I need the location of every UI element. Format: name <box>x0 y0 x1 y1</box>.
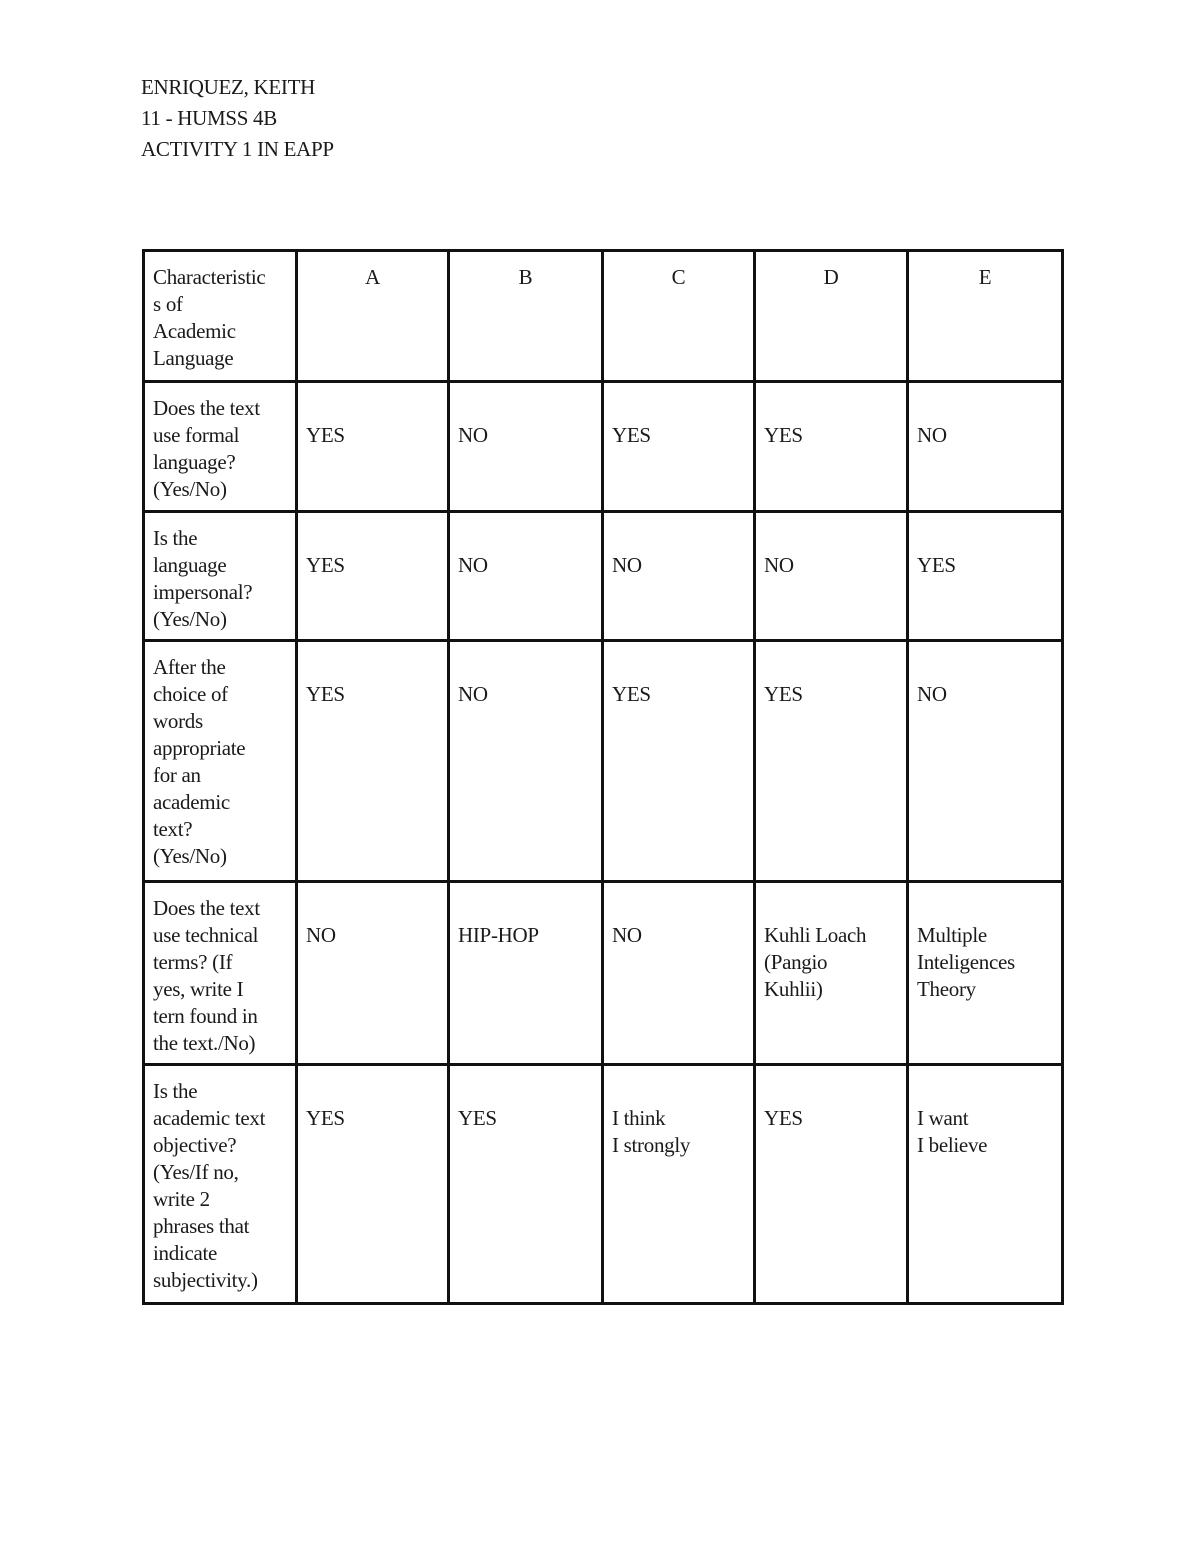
characteristics-table <box>142 249 1064 1305</box>
question-cell: Is the language impersonal? (Yes/No) <box>144 512 297 641</box>
answer-cell-d: NO <box>755 512 908 641</box>
answer-cell-b: NO <box>449 512 603 641</box>
activity-title: ACTIVITY 1 IN EAPP <box>141 137 334 161</box>
answer-cell-a: YES <box>297 641 449 882</box>
answer-cell-a: YES <box>297 1065 449 1304</box>
table-row <box>144 882 1063 1065</box>
answer-cell-b: NO <box>449 382 603 512</box>
answer-cell-c: NO <box>603 882 755 1065</box>
answer-cell-c: NO <box>603 512 755 641</box>
answer-cell-d: YES <box>755 1065 908 1304</box>
answer-cell-d: Kuhli Loach (Pangio Kuhlii) <box>755 882 908 1065</box>
document-header <box>141 72 334 165</box>
question-cell: Does the text use technical terms? (If yes, write I tern found in the text./No) <box>144 882 297 1065</box>
column-header-a: A <box>297 251 449 382</box>
answer-cell-b: NO <box>449 641 603 882</box>
answer-cell-e: Multiple Inteligences Theory <box>908 882 1063 1065</box>
table-row <box>144 641 1063 882</box>
table-row <box>144 512 1063 641</box>
column-header-d: D <box>755 251 908 382</box>
student-section: 11 - HUMSS 4B <box>141 106 277 130</box>
column-header-e: E <box>908 251 1063 382</box>
answer-cell-e: I want I believe <box>908 1065 1063 1304</box>
table-row <box>144 382 1063 512</box>
question-cell: After the choice of words appropriate for an academic text? (Yes/No) <box>144 641 297 882</box>
answer-cell-d: YES <box>755 382 908 512</box>
question-cell: Does the text use formal language? (Yes/No) <box>144 382 297 512</box>
answer-cell-e: YES <box>908 512 1063 641</box>
answer-cell-a: YES <box>297 512 449 641</box>
student-name: ENRIQUEZ, KEITH <box>141 75 315 99</box>
answer-cell-e: NO <box>908 641 1063 882</box>
table-header-row <box>144 251 1063 382</box>
answer-cell-c: I think I strongly <box>603 1065 755 1304</box>
question-cell: Is the academic text objective? (Yes/If no, write 2 phrases that indicate subjectivity.) <box>144 1065 297 1304</box>
answer-cell-d: YES <box>755 641 908 882</box>
answer-cell-c: YES <box>603 382 755 512</box>
answer-cell-b: YES <box>449 1065 603 1304</box>
table-row <box>144 1065 1063 1304</box>
answer-cell-a: YES <box>297 382 449 512</box>
answer-cell-a: NO <box>297 882 449 1065</box>
answer-cell-e: NO <box>908 382 1063 512</box>
answer-cell-b: HIP-HOP <box>449 882 603 1065</box>
answer-cell-c: YES <box>603 641 755 882</box>
corner-label-cell: Characteristic s of Academic Language <box>144 251 297 382</box>
column-header-c: C <box>603 251 755 382</box>
column-header-b: B <box>449 251 603 382</box>
